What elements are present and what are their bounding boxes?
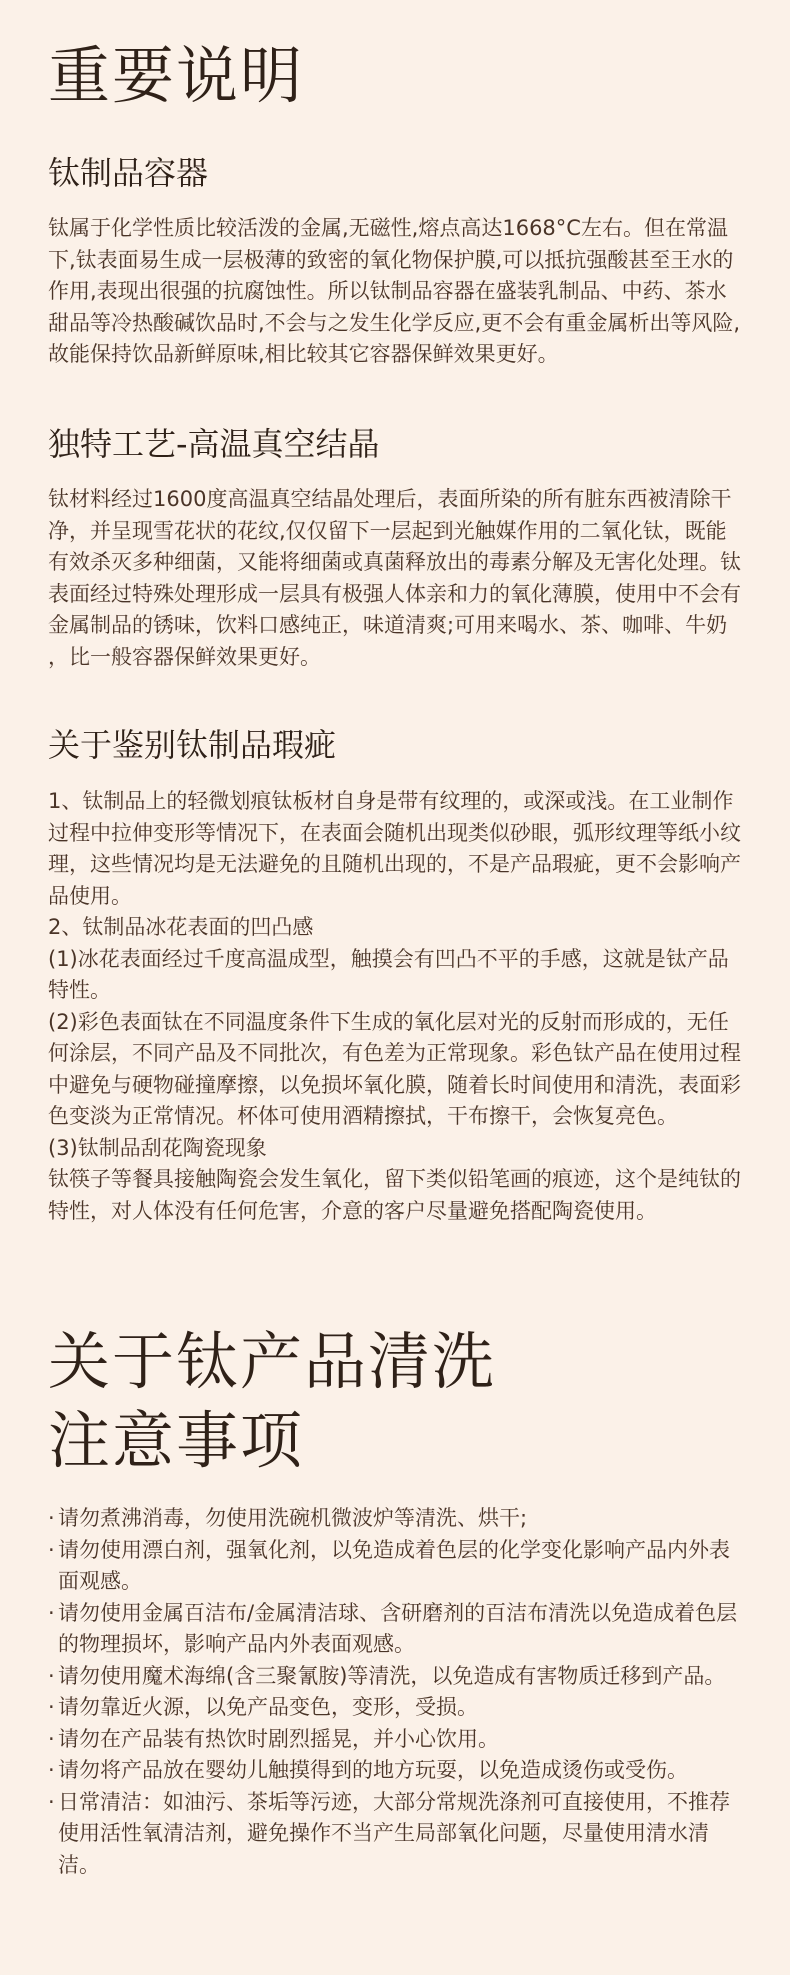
list-item-text: 请勿使用金属百洁布/金属清洁球、含研磨剂的百洁布清洗以免造成着色层的物理损坏，影响产品内外表面观感。 <box>58 1600 738 1656</box>
list-item <box>48 1661 742 1693</box>
paragraph: (1)冰花表面经过千度高温成型，触摸会有凹凸不平的手感，这就是钛产品特性。 <box>48 946 729 1002</box>
paragraph: 1、钛制品上的轻微划痕钛板材自身是带有纹理的，或深或浅。在工业制作过程中拉伸变形等情况下，在表面会随机出现类似砂眼，弧形纹理等纸小纹理，这些情况均是无法避免的且随机出现的，不是产品瑕疵，更不会影响产品使用。 <box>48 789 741 908</box>
list-item-text: 日常清洁：如油污、茶垢等污迹，大部分常规洗涤剂可直接使用，不推荐使用活性氧清洁剂，避免操作不当产生局部氧化问题，尽量使用清水清洁。 <box>58 1789 730 1877</box>
section-body-defect-identification <box>48 786 742 1227</box>
section-body-vacuum-crystallization <box>48 484 742 673</box>
bullet-dot-icon: · <box>48 1758 55 1782</box>
list-item <box>48 1598 742 1661</box>
paragraph: 钛属于化学性质比较活泼的金属,无磁性,熔点高达1668°C左右。但在常温下,钛表面易生成一层极薄的致密的氧化物保护膜,可以抵抗强酸甚至王水的作用,表现出很强的抗腐蚀性。所以钛制品容器在盛装乳制品、中药、茶水甜品等冷热酸碱饮品时,不会与之发生化学反应,更不会有重金属析出等风险,故能保持饮品新鲜原味,相比较其它容器保鲜效果更好。 <box>48 216 741 366</box>
paragraph: 钛材料经过1600度高温真空结晶处理后，表面所染的所有脏东西被清除干净，并呈现雪花状的花纹,仅仅留下一层起到光触媒作用的二氧化钛，既能有效杀灭多种细菌，又能将细菌或真菌释放出的毒素分解及无害化处理。钛表面经过特殊处理形成一层具有极强人体亲和力的氧化薄膜，使用中不会有金属制品的锈味，饮料口感纯正，味道清爽;可用来喝水、茶、咖啡、牛奶 ，比一般容器保鲜效果更好。 <box>48 487 741 669</box>
bullet-dot-icon: · <box>48 1726 55 1751</box>
bullet-dot-icon: · <box>48 1663 55 1688</box>
bullet-dot-icon: · <box>48 1537 55 1562</box>
section-heading-vacuum-crystallization: 独特工艺-高温真空结晶 <box>48 425 380 463</box>
list-item-text: 请勿煮沸消毒，勿使用洗碗机微波炉等清洗、烘干; <box>58 1506 528 1530</box>
bullet-dot-icon: · <box>48 1695 55 1719</box>
list-item <box>48 1724 742 1756</box>
list-item-text: 请勿使用魔术海绵(含三聚氰胺)等清洗，以免造成有害物质迁移到产品。 <box>58 1663 726 1688</box>
list-item <box>48 1755 742 1787</box>
list-item-text: 请勿使用漂白剂，强氧化剂，以免造成着色层的化学变化影响产品内外表面观感。 <box>58 1537 730 1593</box>
cleaning-title <box>48 1322 496 1481</box>
list-item <box>48 1535 742 1598</box>
paragraph: (2)彩色表面钛在不同温度条件下生成的氧化层对光的反射而形成的，无任何涂层，不同产品及不同批次，有色差为正常现象。彩色钛产品在使用过程中避免与硬物碰撞摩擦，以免损坏氧化膜，随着长时间使用和清洗，表面彩色变淡为正常情况。杯体可使用酒精擦拭，干布擦干，会恢复亮色。 <box>48 1009 741 1128</box>
bullet-dot-icon: · <box>48 1789 55 1814</box>
paragraph: 钛筷子等餐具接触陶瓷会发生氧化，留下类似铅笔画的痕迹，这个是纯钛的特性，对人体没有任何危害，介意的客户尽量避免搭配陶瓷使用。 <box>48 1167 741 1223</box>
cleaning-title-line-2: 注意事项 <box>48 1404 305 1478</box>
list-item <box>48 1692 742 1724</box>
list-item <box>48 1503 742 1535</box>
cleaning-notes-list <box>48 1503 742 1881</box>
section-body-titanium-container <box>48 213 742 371</box>
section-heading-defect-identification: 关于鉴别钛制品瑕疵 <box>48 726 337 764</box>
list-item-text: 请勿靠近火源，以免产品变色，变形，受损。 <box>58 1695 478 1719</box>
bullet-dot-icon: · <box>48 1506 55 1530</box>
page-title: 重要说明 <box>48 39 305 112</box>
list-item-text: 请勿在产品装有热饮时剧烈摇晃，并小心饮用。 <box>58 1726 499 1751</box>
list-item-text: 请勿将产品放在婴幼儿触摸得到的地方玩耍，以免造成烫伤或受伤。 <box>58 1758 688 1782</box>
paragraph: (3)钛制品刮花陶瓷现象 <box>48 1135 267 1160</box>
section-heading-titanium-container: 钛制品容器 <box>48 154 209 192</box>
bullet-dot-icon: · <box>48 1600 55 1625</box>
list-item <box>48 1787 742 1882</box>
cleaning-title-line-1: 关于钛产品清洗 <box>48 1325 497 1398</box>
paragraph: 2、钛制品冰花表面的凹凸感 <box>48 915 314 939</box>
